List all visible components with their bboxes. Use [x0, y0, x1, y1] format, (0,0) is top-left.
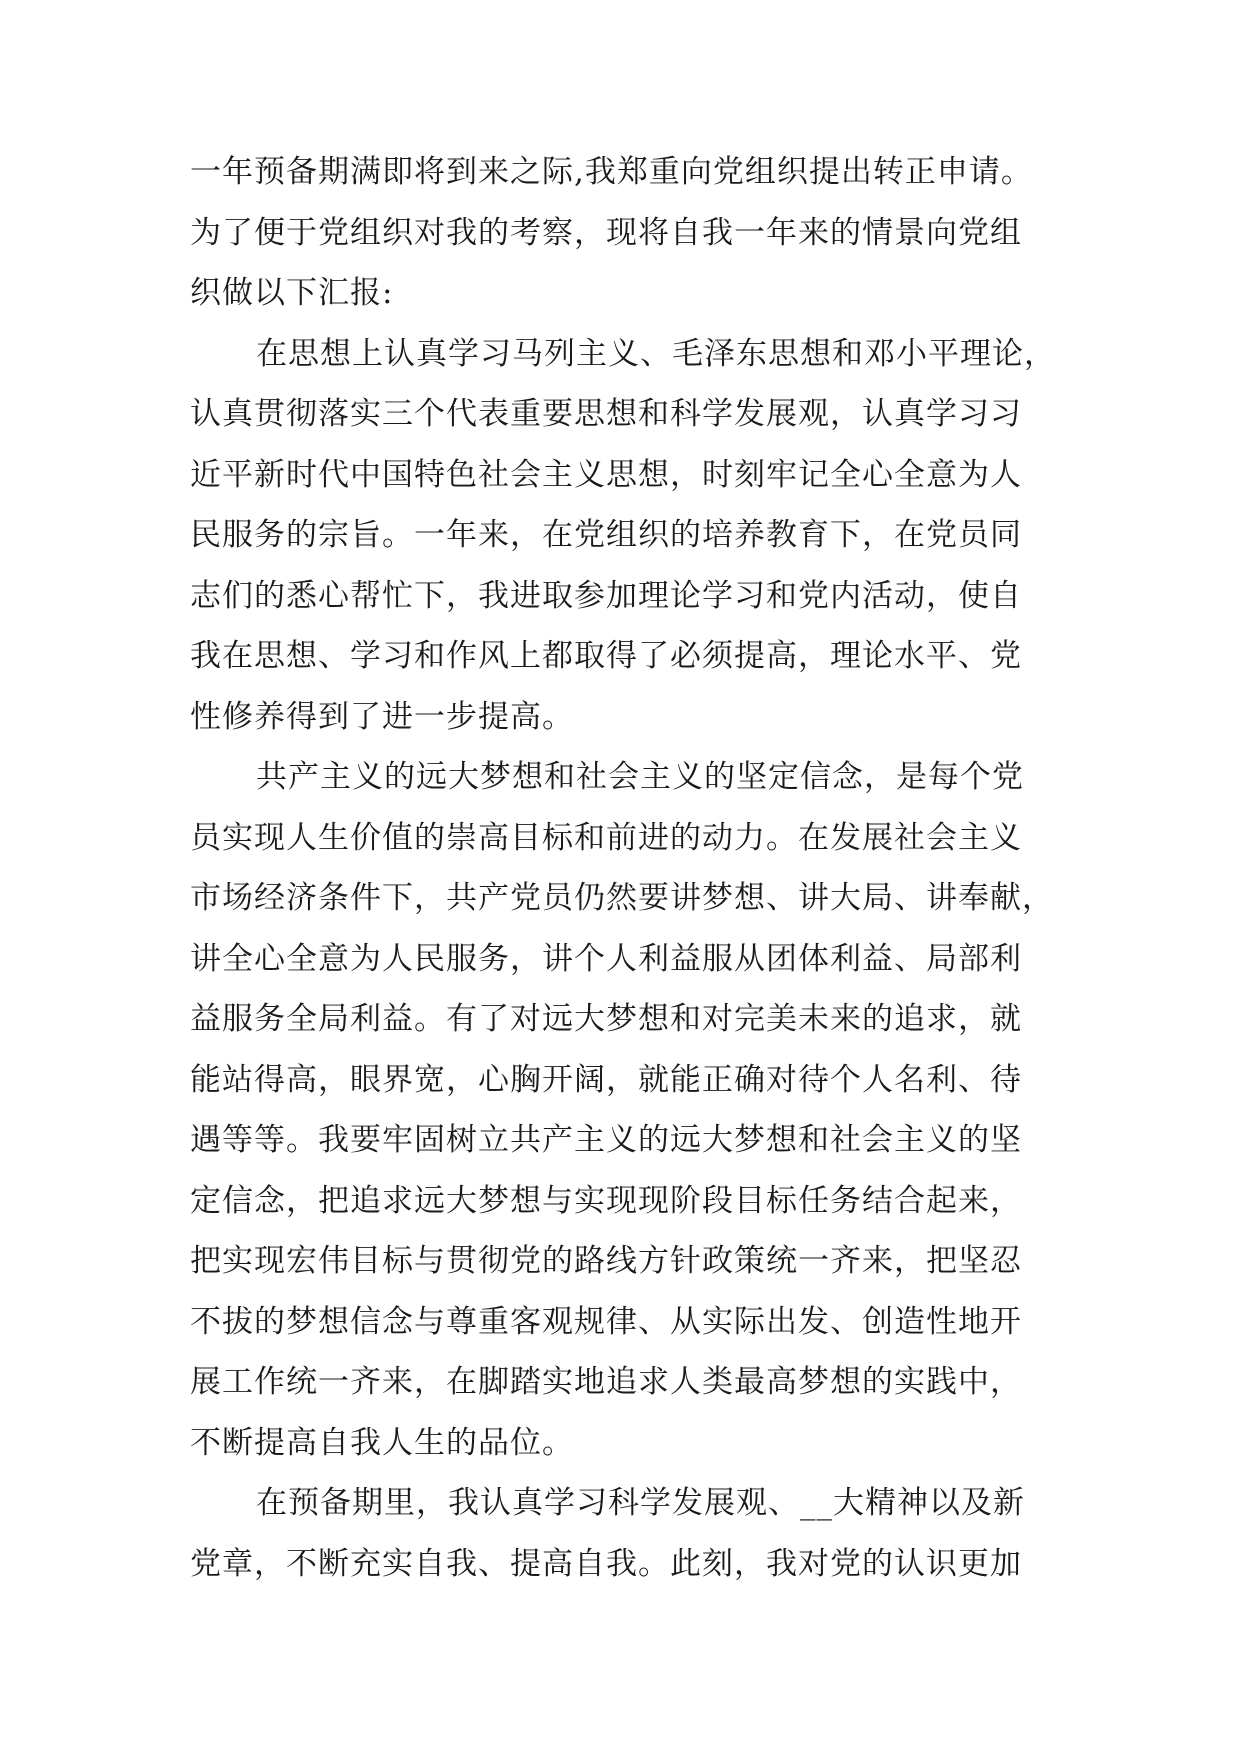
text-line: 遇等等。我要牢固树立共产主义的远大梦想和社会主义的坚 — [190, 1122, 1022, 1158]
text-line: 定信念，把追求远大梦想与实现现阶段目标任务结合起来， — [190, 1182, 1022, 1219]
document-body — [190, 142, 1070, 1594]
text-line: 性修养得到了进一步提高。 — [190, 698, 574, 735]
paragraph-start-line: 共产主义的远大梦想和社会主义的坚定信念，是每个党 — [256, 759, 1024, 795]
text-line: 一年预备期满即将到来之际,我郑重向党组织提出转正申请。 — [190, 154, 1033, 190]
text-line: 为了便于党组织对我的考察，现将自我一年来的情景向党组 — [190, 214, 1022, 251]
paragraph-start-line: 在思想上认真学习马列主义、毛泽东思想和邓小平理论， — [256, 335, 1056, 372]
text-line: 不断提高自我人生的品位。 — [190, 1424, 574, 1461]
text-line: 认真贯彻落实三个代表重要思想和科学发展观，认真学习习 — [190, 396, 1022, 432]
text-line: 能站得高，眼界宽，心胸开阔，就能正确对待个人名利、待 — [190, 1061, 1022, 1098]
text-line: 党章，不断充实自我、提高自我。此刻，我对党的认识更加 — [190, 1545, 1022, 1582]
text-line: 讲全心全意为人民服务，讲个人利益服从团体利益、局部利 — [190, 940, 1022, 977]
text-line: 民服务的宗旨。一年来，在党组织的培养教育下，在党员同 — [190, 517, 1022, 553]
paragraph-start-line: 在预备期里，我认真学习科学发展观、__大精神以及新 — [256, 1485, 1025, 1521]
text-line: 不拔的梦想信念与尊重客观规律、从实际出发、创造性地开 — [190, 1303, 1022, 1340]
text-line: 益服务全局利益。有了对远大梦想和对完美未来的追求，就 — [190, 1001, 1022, 1037]
text-line: 员实现人生价值的崇高目标和前进的动力。在发展社会主义 — [190, 819, 1022, 856]
text-line: 展工作统一齐来，在脚踏实地追求人类最高梦想的实践中， — [190, 1364, 1022, 1400]
text-line: 市场经济条件下，共产党员仍然要讲梦想、讲大局、讲奉献， — [190, 880, 1054, 916]
text-line: 把实现宏伟目标与贯彻党的路线方针政策统一齐来，把坚忍 — [190, 1243, 1022, 1279]
text-line: 近平新时代中国特色社会主义思想，时刻牢记全心全意为人 — [190, 456, 1022, 493]
text-line: 织做以下汇报: — [190, 275, 394, 311]
text-line: 志们的悉心帮忙下，我进取参加理论学习和党内活动，使自 — [190, 577, 1022, 614]
text-line: 我在思想、学习和作风上都取得了必须提高，理论水平、党 — [190, 638, 1022, 674]
